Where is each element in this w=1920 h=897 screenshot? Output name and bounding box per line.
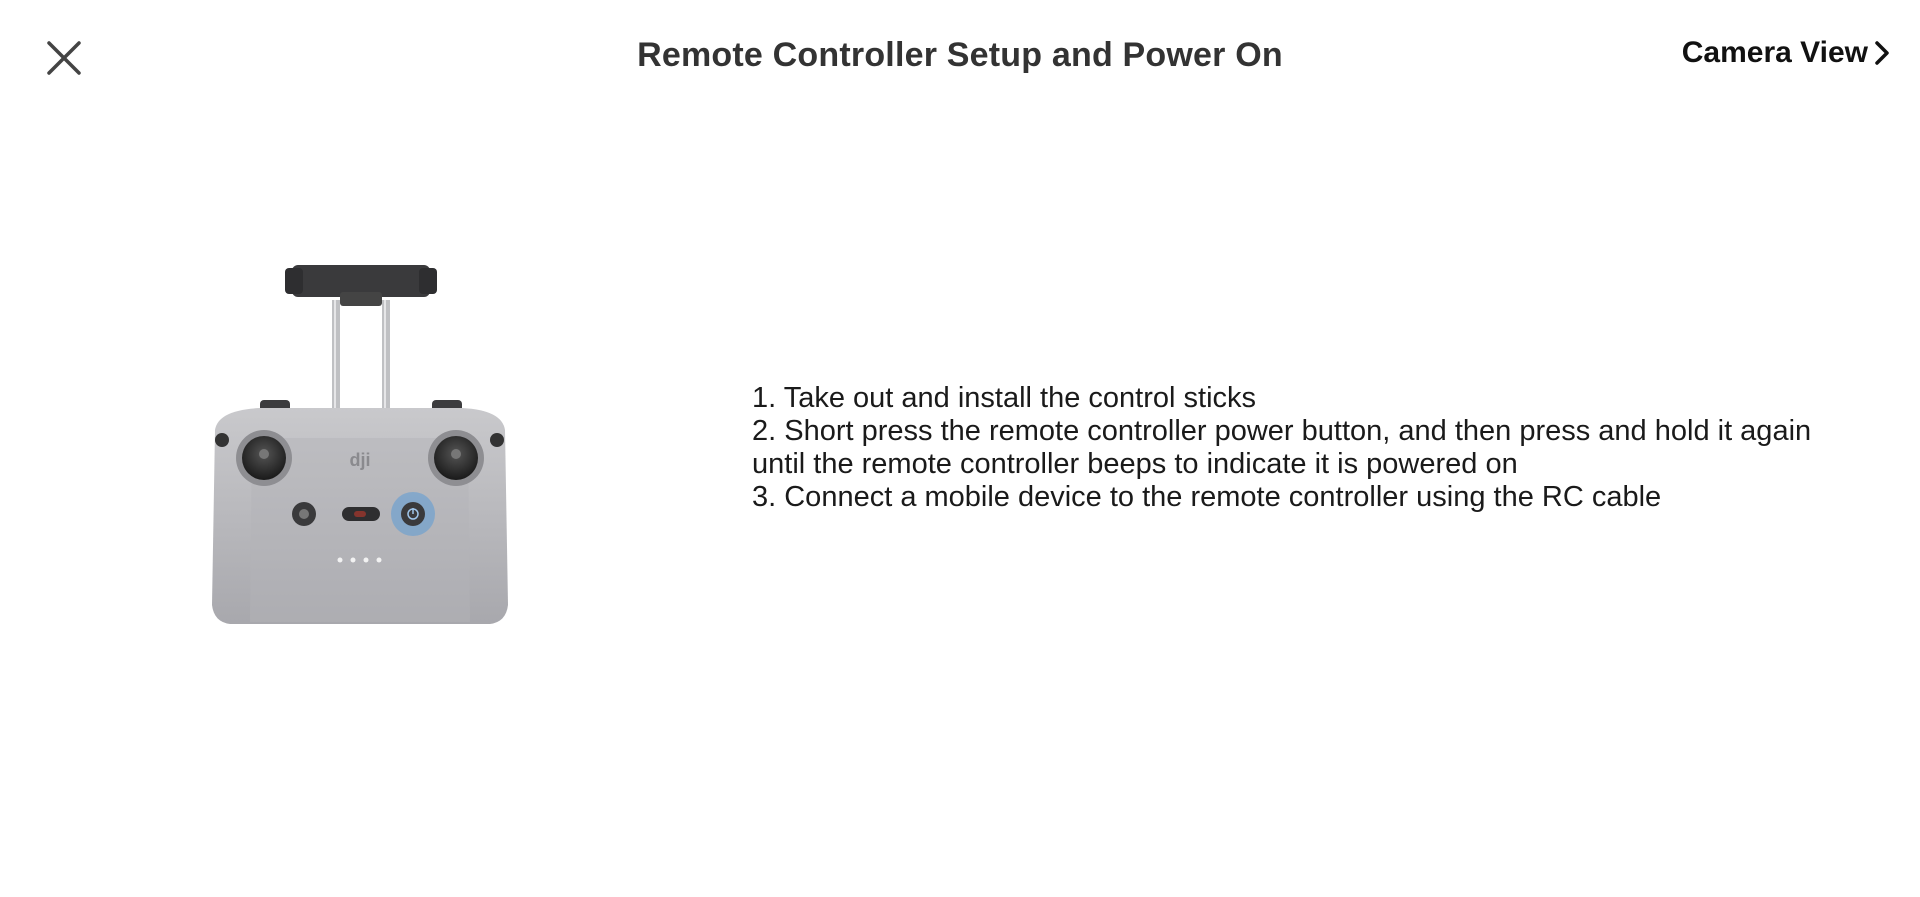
remote-controller-illustration [200,260,520,630]
camera-view-button[interactable] [1682,36,1890,70]
step-1: 1. Take out and install the control sticks [752,382,1257,414]
step-2: 2. Short press the remote controller power button, and then press and hold it again until the remote controller beeps to indicate it is powered on [752,415,1812,480]
step-3: 3. Connect a mobile device to the remote controller using the RC cable [752,481,1662,513]
dji-logo: dji [349,450,371,470]
chevron-right-icon [1874,40,1890,66]
setup-instructions [752,382,1872,514]
camera-view-label: Camera View [1681,36,1868,69]
page-title: Remote Controller Setup and Power On [637,36,1283,74]
